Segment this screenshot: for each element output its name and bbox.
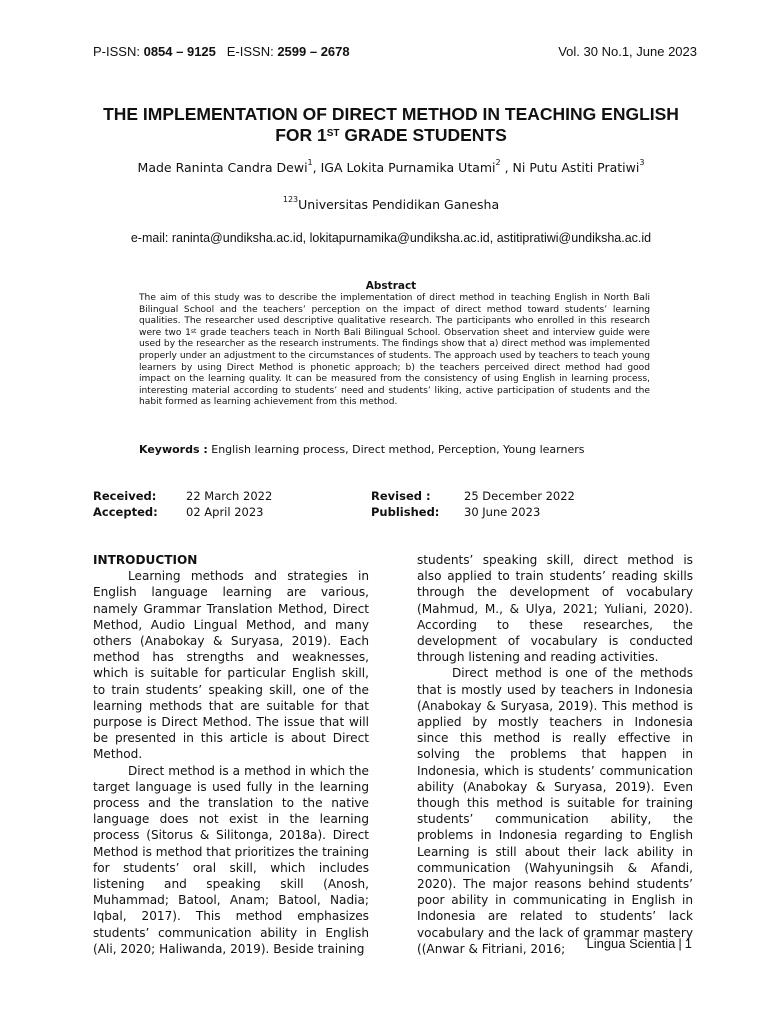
affiliation-superscript: 123 xyxy=(282,195,299,204)
page-number: 1 xyxy=(684,936,692,951)
issn-line xyxy=(93,44,350,59)
paragraph: Direct method is one of the methods that is mostly used by teachers in Indonesia (Anabokay & Suryasa, 2019). This method is applied by mostly teachers in Indonesia since this method is really effective in solving the problems that happen in Indonesia, which is students’ communication ability (Anabokay & Suryasa, 2019). Even though this method is suitable for training students’ communication ability, the problems in Indonesia regarding to English Learning is still about their lack ability in communication (Wahyuningsih & Afandi, 2020). The major reasons behind students’ poor ability in communicating in English in Indonesia are related to students’ lack vocabulary and the lack of grammar mastery ((Anwar & Fitriani, 2016; xyxy=(417,666,693,956)
author-1: Made Raninta Candra Dewi xyxy=(137,160,308,175)
volume-info: Vol. 30 No.1, June 2023 xyxy=(558,44,697,59)
title-line-2: FOR 1ST GRADE STUDENTS xyxy=(275,125,507,145)
revised-label: Revised : xyxy=(371,489,431,503)
author-list: Made Raninta Candra Dewi$^1$, IGA Lokita Purnamika Utami$^2$ , Ni Putu Astiti Pratiwi$^3$ xyxy=(137,158,645,175)
introduction-heading: INTRODUCTION xyxy=(93,553,198,567)
pissn-label: P-ISSN: xyxy=(93,44,140,59)
eissn-label: E-ISSN: xyxy=(226,44,274,59)
author-emails: e-mail: raninta@undiksha.ac.id, lokitapurnamika@undiksha.ac.id, astitipratiwi@undiksha.ac.id xyxy=(130,231,652,245)
published-value: 30 June 2023 xyxy=(464,505,541,519)
received-value: 22 March 2022 xyxy=(186,489,273,503)
author-2: , IGA Lokita Purnamika Utami xyxy=(312,160,496,175)
received-label: Received: xyxy=(93,489,157,503)
paragraph: Direct method is a method in which the target language is used fully in the learning process and the translation to the native language does not exist in the learning process (Sitorus & Silitonga, 2018a). Direct Method is method that prioritizes the training for students’ oral skill, which includes listening and speaking skill (Anosh, Muhammad; Batool, Anam; Batool, Nadia; Iqbal, 2017). This method emphasizes students’ communication ability in English (Ali, 2020; Haliwanda, 2019). Beside training xyxy=(93,763,369,956)
journal-name: Lingua Scientia xyxy=(586,936,676,951)
keywords-label: Keywords : xyxy=(139,443,208,456)
page-footer xyxy=(586,936,692,951)
eissn-value: 2599 – 2678 xyxy=(277,44,350,59)
title-superscript: ST xyxy=(326,128,340,139)
keywords-value: English learning process, Direct method, Perception, Young learners xyxy=(207,443,585,456)
right-column xyxy=(417,552,693,957)
left-column xyxy=(93,552,369,957)
paragraph: students’ speaking skill, direct method is also applied to train students’ reading skills through the development of vocabulary (Mahmud, M., & Ulya, 2021; Yuliani, 2020). According to these researches, the development of vocabulary is conducted through listening and reading activities. xyxy=(417,553,693,665)
published-label: Published: xyxy=(371,505,440,519)
revised-value: 25 December 2022 xyxy=(464,489,575,503)
paper-title xyxy=(80,104,702,146)
abstract-text: The aim of this study was to describe the implementation of direct method in teaching English in North Bali Bilingual School and the teachers’ perception on the impact of direct method toward students’ learning qualities. The researcher used descriptive qualitative research. The participants who enrolled in this research were two 1st grade teachers teach in North Bali Bilingual School. Observation sheet and interview guide were used by the researcher as the research instruments. The findings show that a) direct method was implemented properly under an adjustment to the circumstances of students. The approach used by teachers to teach young learners by using Direct Method is phonetic approach; b) the teachers perceived direct method had good impact on the learning quality. It can be measured from the consistency of using English in learning process, interesting material according to students’ need and students’ liking, active participation of students and the habit formed as learning achievement from this method. xyxy=(139,293,650,408)
title-line-1: THE IMPLEMENTATION OF DIRECT METHOD IN TEACHING ENGLISH xyxy=(103,104,679,124)
keywords xyxy=(139,443,584,456)
affiliation xyxy=(80,197,702,212)
pissn-value: 0854 – 9125 xyxy=(143,44,216,59)
author-3: , Ni Putu Astiti Pratiwi xyxy=(500,160,640,175)
paragraph: Learning methods and strategies in English language learning are various, namely Grammar Translation Method, Direct Method, Audio Lingual Method, and many others (Anabokay & Suryasa, 2019). Each method has strengths and weaknesses, which is suitable for particular English skill, to train students’ speaking skill, one of the learning methods that are suitable for that purpose is Direct Method. The issue that will be presented in this article is about Direct Method. xyxy=(93,569,369,762)
accepted-value: 02 April 2023 xyxy=(186,505,264,519)
abstract-heading: Abstract xyxy=(365,280,417,292)
accepted-label: Accepted: xyxy=(93,505,158,519)
footer-separator: | xyxy=(678,936,682,951)
affiliation-name: Universitas Pendidikan Ganesha xyxy=(298,197,500,212)
